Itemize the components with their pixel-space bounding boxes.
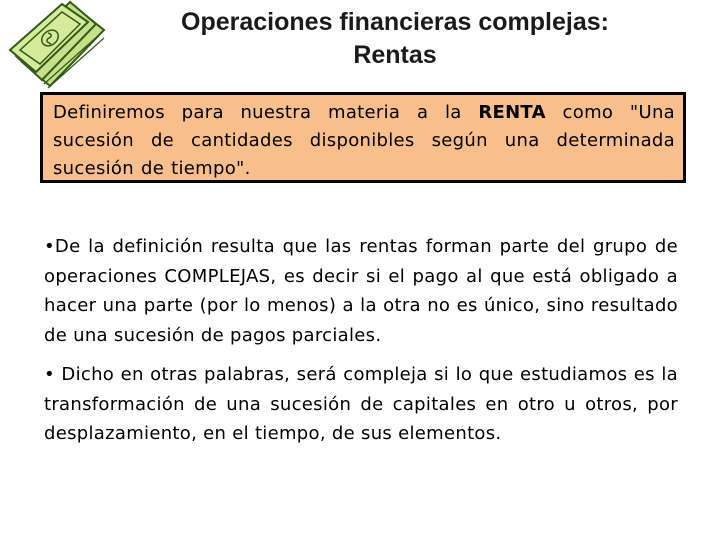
- title-line-1: Operaciones financieras complejas:: [181, 8, 609, 36]
- body-content: [44, 232, 678, 459]
- bullet-paragraph-2: • Dicho en otras palabras, será compleja si lo que estudiamos es la transformación de una sucesión de capitales en otro u otros, por desplazamiento, en el tiempo, de sus elementos.: [44, 364, 678, 444]
- definition-emphasis: RENTA: [478, 102, 546, 123]
- definition-text-start: Definiremos para nuestra materia a la: [53, 102, 479, 123]
- bullet-paragraph-1: •De la definición resulta que las rentas forman parte del grupo de operaciones COMPLEJAS, es decir si el pago al que está obligado a hacer una parte (por lo menos) a la otra no es único, sino resultado de una sucesión de pagos parciales.: [44, 236, 678, 346]
- page-title: [110, 6, 680, 72]
- definition-box: [40, 92, 686, 183]
- title-line-2: Rentas: [353, 41, 437, 69]
- definition-text-end: como "Una sucesión de cantidades disponibles según una determinada sucesión de tiempo".: [53, 102, 676, 179]
- money-stack-icon: [4, 0, 114, 96]
